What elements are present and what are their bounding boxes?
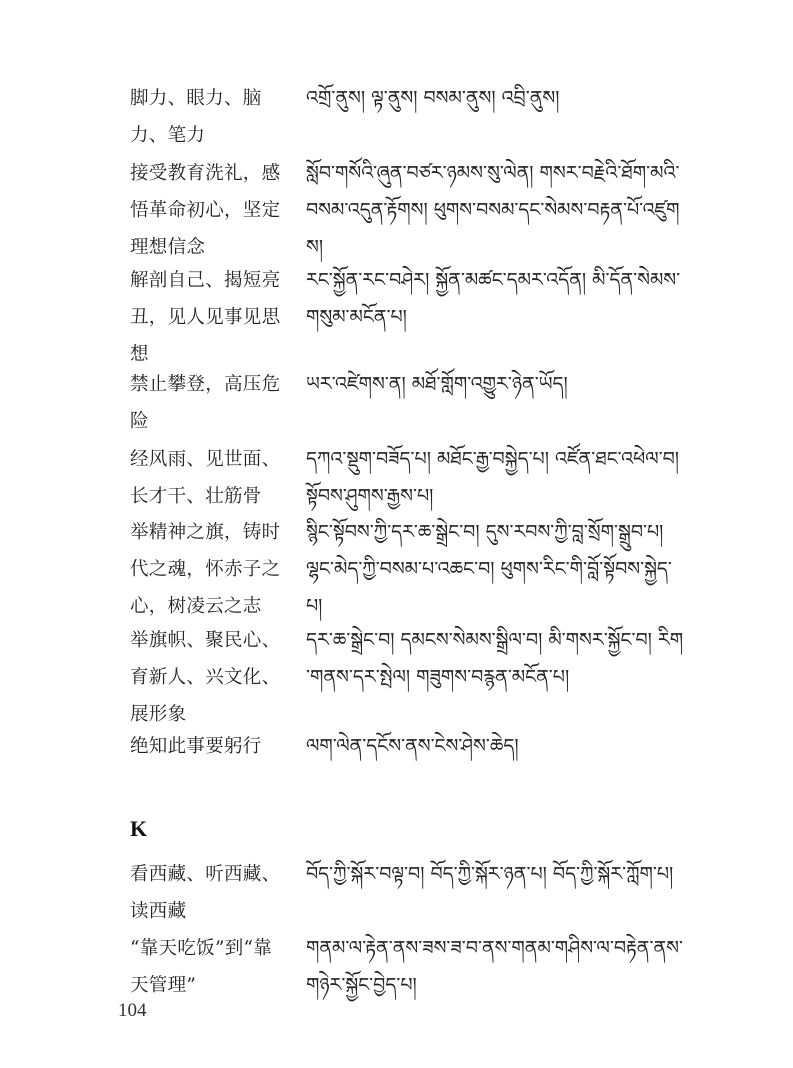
- entry-tibetan: འགྲོ་ནུས། ལྟ་ནུས། བསམ་ནུས། འབྲི་ནུས།: [306, 87, 560, 109]
- entry-chinese: “靠天吃饭”到“靠天管理”: [130, 938, 273, 996]
- entry-chinese: 举精神之旗，铸时代之魂，怀赤子之心，树凌云之志: [130, 522, 281, 617]
- entry-chinese: 禁止攀登，高压危险: [130, 374, 281, 432]
- entry-chinese: 看西藏、听西藏、读西藏: [130, 864, 281, 922]
- entry-chinese: 接受教育洗礼，感悟革命初心，坚定理想信念: [130, 163, 281, 258]
- entry-tibetan: སློབ་གསོའི་ཞུན་བཙར་ཉམས་སུ་ལེན། གསར་བརྗེའི་ཐོག་མའི་བསམ་འདུན་རྟོགས། ཕུགས་བསམ་དང་སེམས་བརྟན་པོ་འཛུགས།: [306, 162, 680, 258]
- entry-chinese: 绝知此事要躬行: [130, 736, 262, 757]
- entry-chinese: 经风雨、见世面、长才干、壮筋骨: [130, 449, 281, 507]
- page-number: 104: [118, 1000, 147, 1021]
- entry-tibetan: དར་ཆ་སྒྲེང་བ། དམངས་སེམས་སྒྲིལ་བ། མི་གསར་སྐྱོང་བ། རིག་གནས་དར་སྤེལ། གཟུགས་བརྙན་མངོན་པ།: [306, 629, 684, 688]
- entry-chinese: 举旗帜、聚民心、育新人、兴文化、展形象: [130, 630, 281, 725]
- section-letter-heading: K: [130, 816, 148, 841]
- entry-chinese: 解剖自己、揭短亮丑，见人见事见思想: [130, 270, 281, 365]
- entry-tibetan: བོད་ཀྱི་སྐོར་བལྟ་བ། བོད་ཀྱི་སྐོར་ཉན་པ། བོད་ཀྱི་སྐོར་ཀློག་པ།: [306, 863, 674, 885]
- entry-tibetan: སྙིང་སྟོབས་ཀྱི་དར་ཆ་སྒྲེང་བ། དུས་རབས་ཀྱི་བླ་སྲོག་སྒྲུབ་པ། ལྷང་མེད་ཀྱི་བསམ་པ་འཆང་བ། ཕུགས་རིང་གི་བློ་སྟོབས་སྐྱེད་པ།: [306, 521, 672, 617]
- entry-tibetan: གནམ་ལ་རྟེན་ནས་ཟས་ཟ་བ་ནས་གནམ་གཤིས་ལ་བརྟེན་ནས་གཉེར་སྐྱོང་བྱེད་པ།: [306, 937, 683, 996]
- entry-tibetan: ཡར་འཛེགས་ན། མཐོ་གློག་འགྱུར་ཉེན་ཡོད།: [306, 373, 568, 395]
- entry-tibetan: ལག་ལེན་དངོས་ནས་ངེས་ཤེས་ཆེད།: [306, 735, 519, 757]
- entry-tibetan: རང་སྐྱོན་རང་བཤེར། སྐྱོན་མཚང་དམར་འདོན། མི་དོན་སེམས་གསུམ་མངོན་པ།: [306, 269, 681, 328]
- entry-chinese: 脚力、眼力、脑力、笔力: [130, 88, 262, 146]
- entry-tibetan: དཀའ་སྡུག་བཟོད་པ། མཐོང་རྒྱ་བསྐྱེད་པ། འཛོན་ཐང་འཕེལ་བ། སྟོབས་ཤུགས་རྒྱས་པ།: [306, 448, 680, 507]
